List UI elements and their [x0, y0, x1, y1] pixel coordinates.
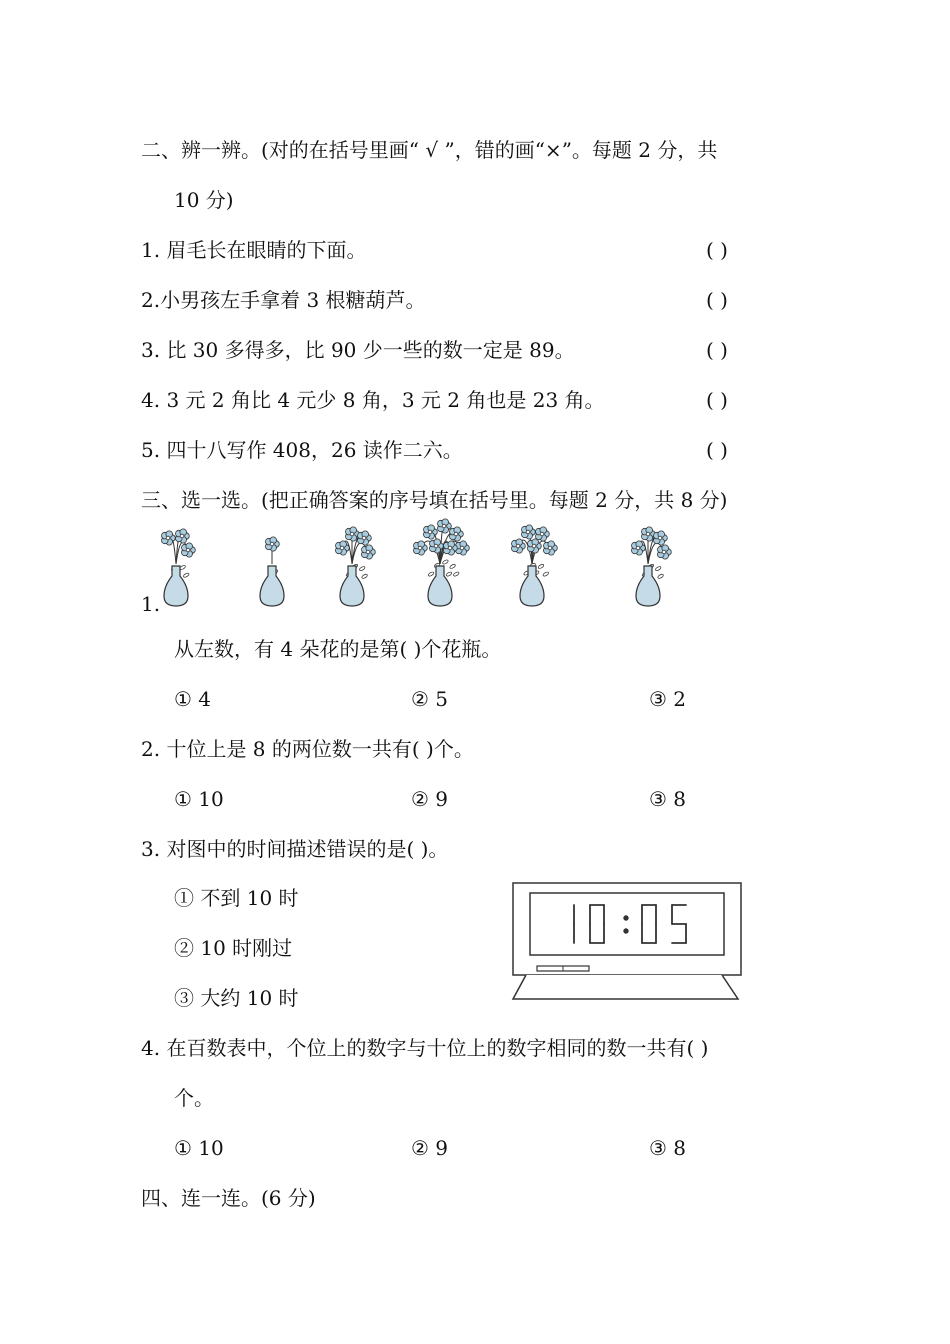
section2-heading-cont: 10 分) [174, 188, 234, 212]
q3-question: 3. 对图中的时间描述错误的是( )。 [141, 837, 449, 861]
q4-option-1[interactable]: ① 10 [174, 1136, 224, 1160]
q1-question: 从左数，有 4 朵花的是第( )个花瓶。 [174, 637, 502, 661]
q4-option-2[interactable]: ② 9 [411, 1136, 449, 1160]
flower-vase-2 [260, 537, 284, 606]
section4-heading: 四、连一连。(6 分) [141, 1186, 316, 1210]
answer-paren-2[interactable]: ( ) [706, 288, 728, 312]
q3-option-2[interactable]: ② 10 时刚过 [174, 936, 293, 960]
q3-option-3[interactable]: ③ 大约 10 时 [174, 986, 299, 1010]
flower-vase-5 [512, 525, 558, 606]
flower-vase-6 [632, 527, 672, 606]
judge-item-4: 4. 3 元 2 角比 4 元少 8 角，3 元 2 角也是 23 角。 [141, 388, 605, 412]
judge-item-5: 5. 四十八写作 408，26 读作二六。 [141, 438, 463, 462]
q2-question: 2. 十位上是 8 的两位数一共有( )个。 [141, 737, 474, 761]
judge-item-2: 2.小男孩左手拿着 3 根糖葫芦。 [141, 288, 426, 312]
flower-vases-illustration [150, 520, 710, 610]
q3-option-1[interactable]: ① 不到 10 时 [174, 886, 299, 910]
q1-option-1[interactable]: ① 4 [174, 687, 212, 711]
q1-option-2[interactable]: ② 5 [411, 687, 449, 711]
digital-clock-illustration [510, 881, 740, 1001]
q2-option-2[interactable]: ② 9 [411, 787, 449, 811]
q2-option-1[interactable]: ① 10 [174, 787, 224, 811]
answer-paren-4[interactable]: ( ) [706, 388, 728, 412]
answer-paren-1[interactable]: ( ) [706, 238, 728, 262]
q1-number: 1. [141, 592, 161, 616]
judge-item-3: 3. 比 30 多得多，比 90 少一些的数一定是 89。 [141, 338, 575, 362]
q4-question: 4. 在百数表中，个位上的数字与十位上的数字相同的数一共有( ) [141, 1036, 709, 1060]
flower-vase-1 [162, 529, 196, 606]
q4-option-3[interactable]: ③ 8 [649, 1136, 687, 1160]
section3-heading: 三、选一选。(把正确答案的序号填在括号里。每题 2 分，共 8 分) [141, 488, 728, 512]
section2-heading: 二、辨一辨。(对的在括号里画“ √ ”，错的画“×”。每题 2 分，共 [141, 138, 718, 162]
q4-question-cont: 个。 [174, 1086, 214, 1110]
answer-paren-5[interactable]: ( ) [706, 438, 728, 462]
q1-option-3[interactable]: ③ 2 [649, 687, 687, 711]
flower-vase-3 [336, 527, 376, 606]
flower-vase-4 [414, 519, 470, 606]
answer-paren-3[interactable]: ( ) [706, 338, 728, 362]
judge-item-1: 1. 眉毛长在眼睛的下面。 [141, 238, 367, 262]
q2-option-3[interactable]: ③ 8 [649, 787, 687, 811]
